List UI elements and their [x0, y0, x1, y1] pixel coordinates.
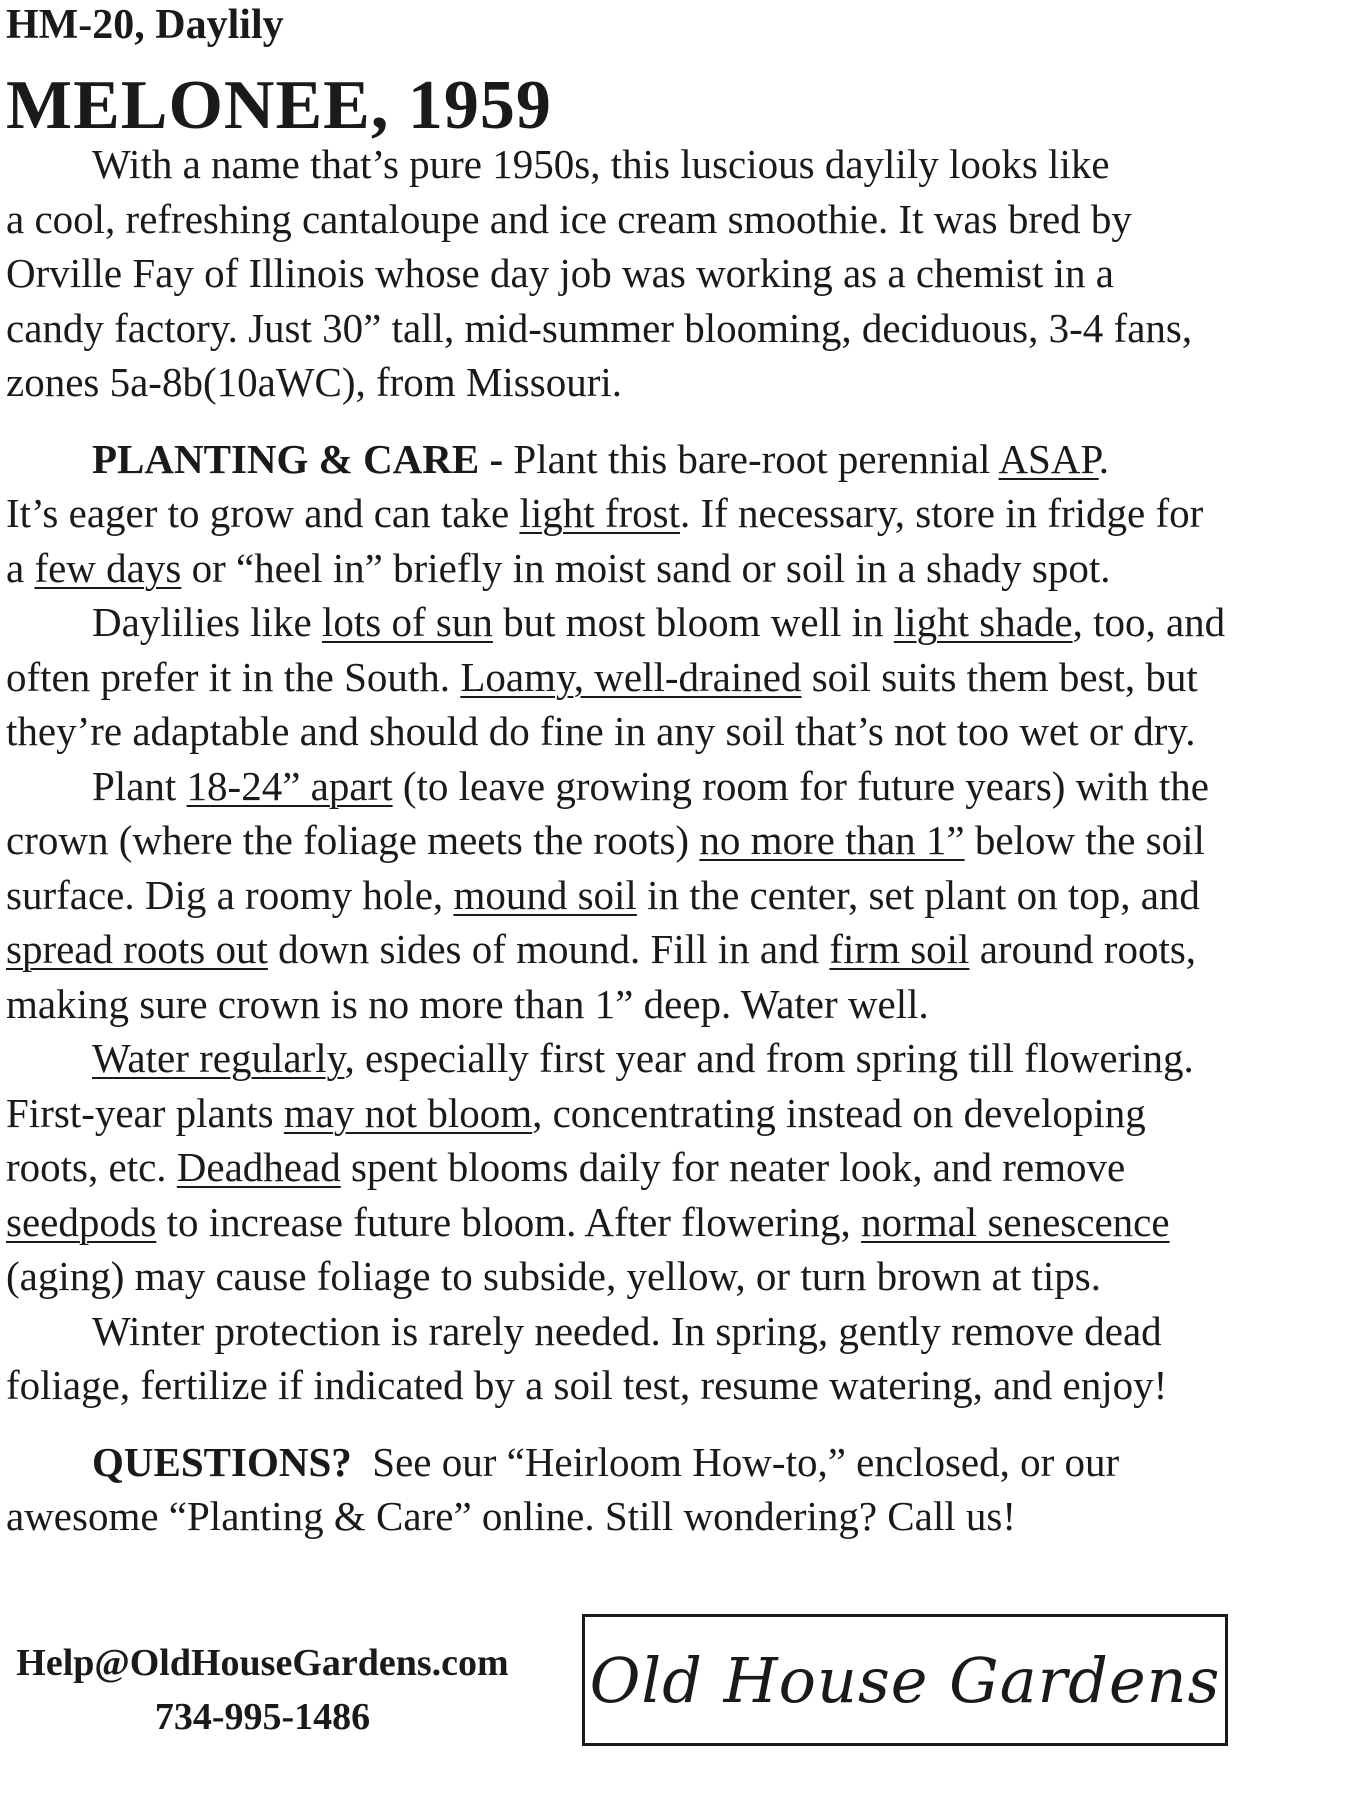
planting-emphasis: ASAP	[998, 435, 1099, 482]
spacing-line: making sure crown is no more than 1” deep. Water well.	[6, 980, 929, 1027]
sun-emphasis: Loamy, well-drained	[460, 653, 802, 700]
spacing-emphasis: firm soil	[829, 926, 970, 972]
watering-text: roots, etc.	[6, 1144, 177, 1190]
planting-line	[6, 486, 1326, 541]
spacing-line	[6, 813, 1326, 868]
winter-line: foliage, fertilize if indicated by a soil test, resume watering, and enjoy!	[6, 1362, 1168, 1408]
sun-text: soil suits them best, but	[801, 653, 1198, 700]
watering-emphasis: Deadhead	[176, 1144, 341, 1190]
watering-text: , especially first year and from spring till flowering.	[344, 1035, 1194, 1081]
section-gap	[6, 1413, 1326, 1435]
contact-phone: 734-995-1486	[154, 1696, 371, 1738]
sun-text: Daylilies like	[92, 599, 323, 645]
contact-email: Help@OldHouseGardens.com	[16, 1642, 509, 1684]
winter-paragraph	[6, 1304, 1326, 1413]
intro-line: zones 5a-8b(10aWC), from Missouri.	[6, 359, 623, 405]
watering-paragraph	[6, 1031, 1326, 1304]
sun-line	[6, 650, 1326, 705]
sun-line: they’re adaptable and should do fine in any soil that’s not too wet or dry.	[6, 708, 1196, 754]
planting-line	[6, 541, 1326, 596]
questions-line: awesome “Planting & Care” online. Still wondering? Call us!	[6, 1493, 1016, 1539]
watering-emphasis: may not bloom	[283, 1089, 533, 1136]
sun-text: but most bloom well in	[492, 599, 894, 645]
watering-line	[6, 1195, 1326, 1250]
planting-text: Plant this bare-root perennial	[513, 435, 999, 482]
intro-line: Orville Fay of Illinois whose day job was working as a chemist in a	[6, 250, 1114, 296]
questions-heading: QUESTIONS?	[92, 1438, 352, 1485]
body-text	[6, 137, 1326, 1544]
sun-emphasis: lots of sun	[322, 599, 493, 645]
intro-line: With a name that’s pure 1950s, this luscious daylily looks like	[92, 141, 1110, 187]
planting-text: .	[1098, 435, 1109, 482]
questions-text: See our “Heirloom How-to,” enclosed, or our	[351, 1438, 1120, 1485]
watering-line	[6, 1140, 1326, 1195]
spacing-emphasis: no more than 1”	[699, 817, 965, 863]
watering-line	[6, 1086, 1326, 1141]
planting-paragraph	[6, 432, 1326, 596]
spacing-text: (to leave growing room for future years) with the	[392, 762, 1209, 809]
planting-heading: PLANTING & CARE -	[92, 435, 514, 482]
spacing-text: surface. Dig a roomy hole,	[6, 871, 454, 918]
spacing-text: Plant	[92, 762, 187, 809]
spacing-emphasis: 18-24” apart	[186, 762, 393, 809]
page-title: MELONEE, 1959	[6, 67, 552, 144]
planting-text: . If necessary, store in fridge for	[680, 490, 1204, 536]
watering-text: to increase future bloom. After flowering,	[156, 1198, 862, 1245]
product-code: HM-20, Daylily	[6, 2, 284, 48]
watering-emphasis: seedpods	[6, 1198, 157, 1245]
watering-text: spent blooms daily for neater look, and remove	[340, 1144, 1126, 1190]
intro-line: candy factory. Just 30” tall, mid-summer blooming, deciduous, 3-4 fans,	[6, 304, 1193, 351]
spacing-emphasis: spread roots out	[6, 926, 268, 972]
spacing-text: around roots,	[969, 926, 1197, 972]
spacing-text: down sides of mound. Fill in and	[267, 926, 830, 972]
planting-text: a	[6, 544, 35, 591]
sun-text: , too, and	[1072, 599, 1226, 645]
watering-text: First-year plants	[6, 1089, 284, 1136]
planting-emphasis: few days	[34, 544, 182, 591]
spacing-line	[6, 922, 1326, 977]
spacing-line	[6, 868, 1326, 923]
spacing-emphasis: mound soil	[453, 871, 637, 918]
contact-block	[10, 1636, 515, 1744]
watering-line: (aging) may cause foliage to subside, yellow, or turn brown at tips.	[6, 1253, 1101, 1299]
section-gap	[6, 410, 1326, 432]
watering-emphasis: Water regularly	[92, 1035, 345, 1081]
planting-text: It’s eager to grow and can take	[6, 490, 520, 536]
intro-paragraph	[6, 137, 1326, 410]
sun-emphasis: light shade	[893, 599, 1073, 645]
winter-text: Winter protection is rarely needed. In spring, gently remove dead	[92, 1307, 1162, 1354]
sun-text: often prefer it in the South.	[6, 653, 461, 700]
logo-wordmark: Old House Gardens	[589, 1643, 1221, 1717]
spacing-text: below the soil	[964, 817, 1205, 863]
sun-paragraph	[6, 595, 1326, 759]
planting-emphasis: light frost	[519, 490, 680, 536]
watering-text: , concentrating instead on developing	[532, 1089, 1146, 1136]
watering-emphasis: normal senescence	[861, 1198, 1170, 1245]
planting-text: or “heel in” briefly in moist sand or soil in a shady spot.	[181, 544, 1111, 591]
spacing-paragraph	[6, 759, 1326, 1032]
spacing-text: crown (where the foliage meets the roots)	[6, 817, 700, 863]
company-logo	[582, 1614, 1228, 1746]
intro-line: a cool, refreshing cantaloupe and ice cream smoothie. It was bred by	[6, 195, 1132, 242]
questions-paragraph	[6, 1435, 1326, 1544]
spacing-text: in the center, set plant on top, and	[636, 871, 1200, 918]
